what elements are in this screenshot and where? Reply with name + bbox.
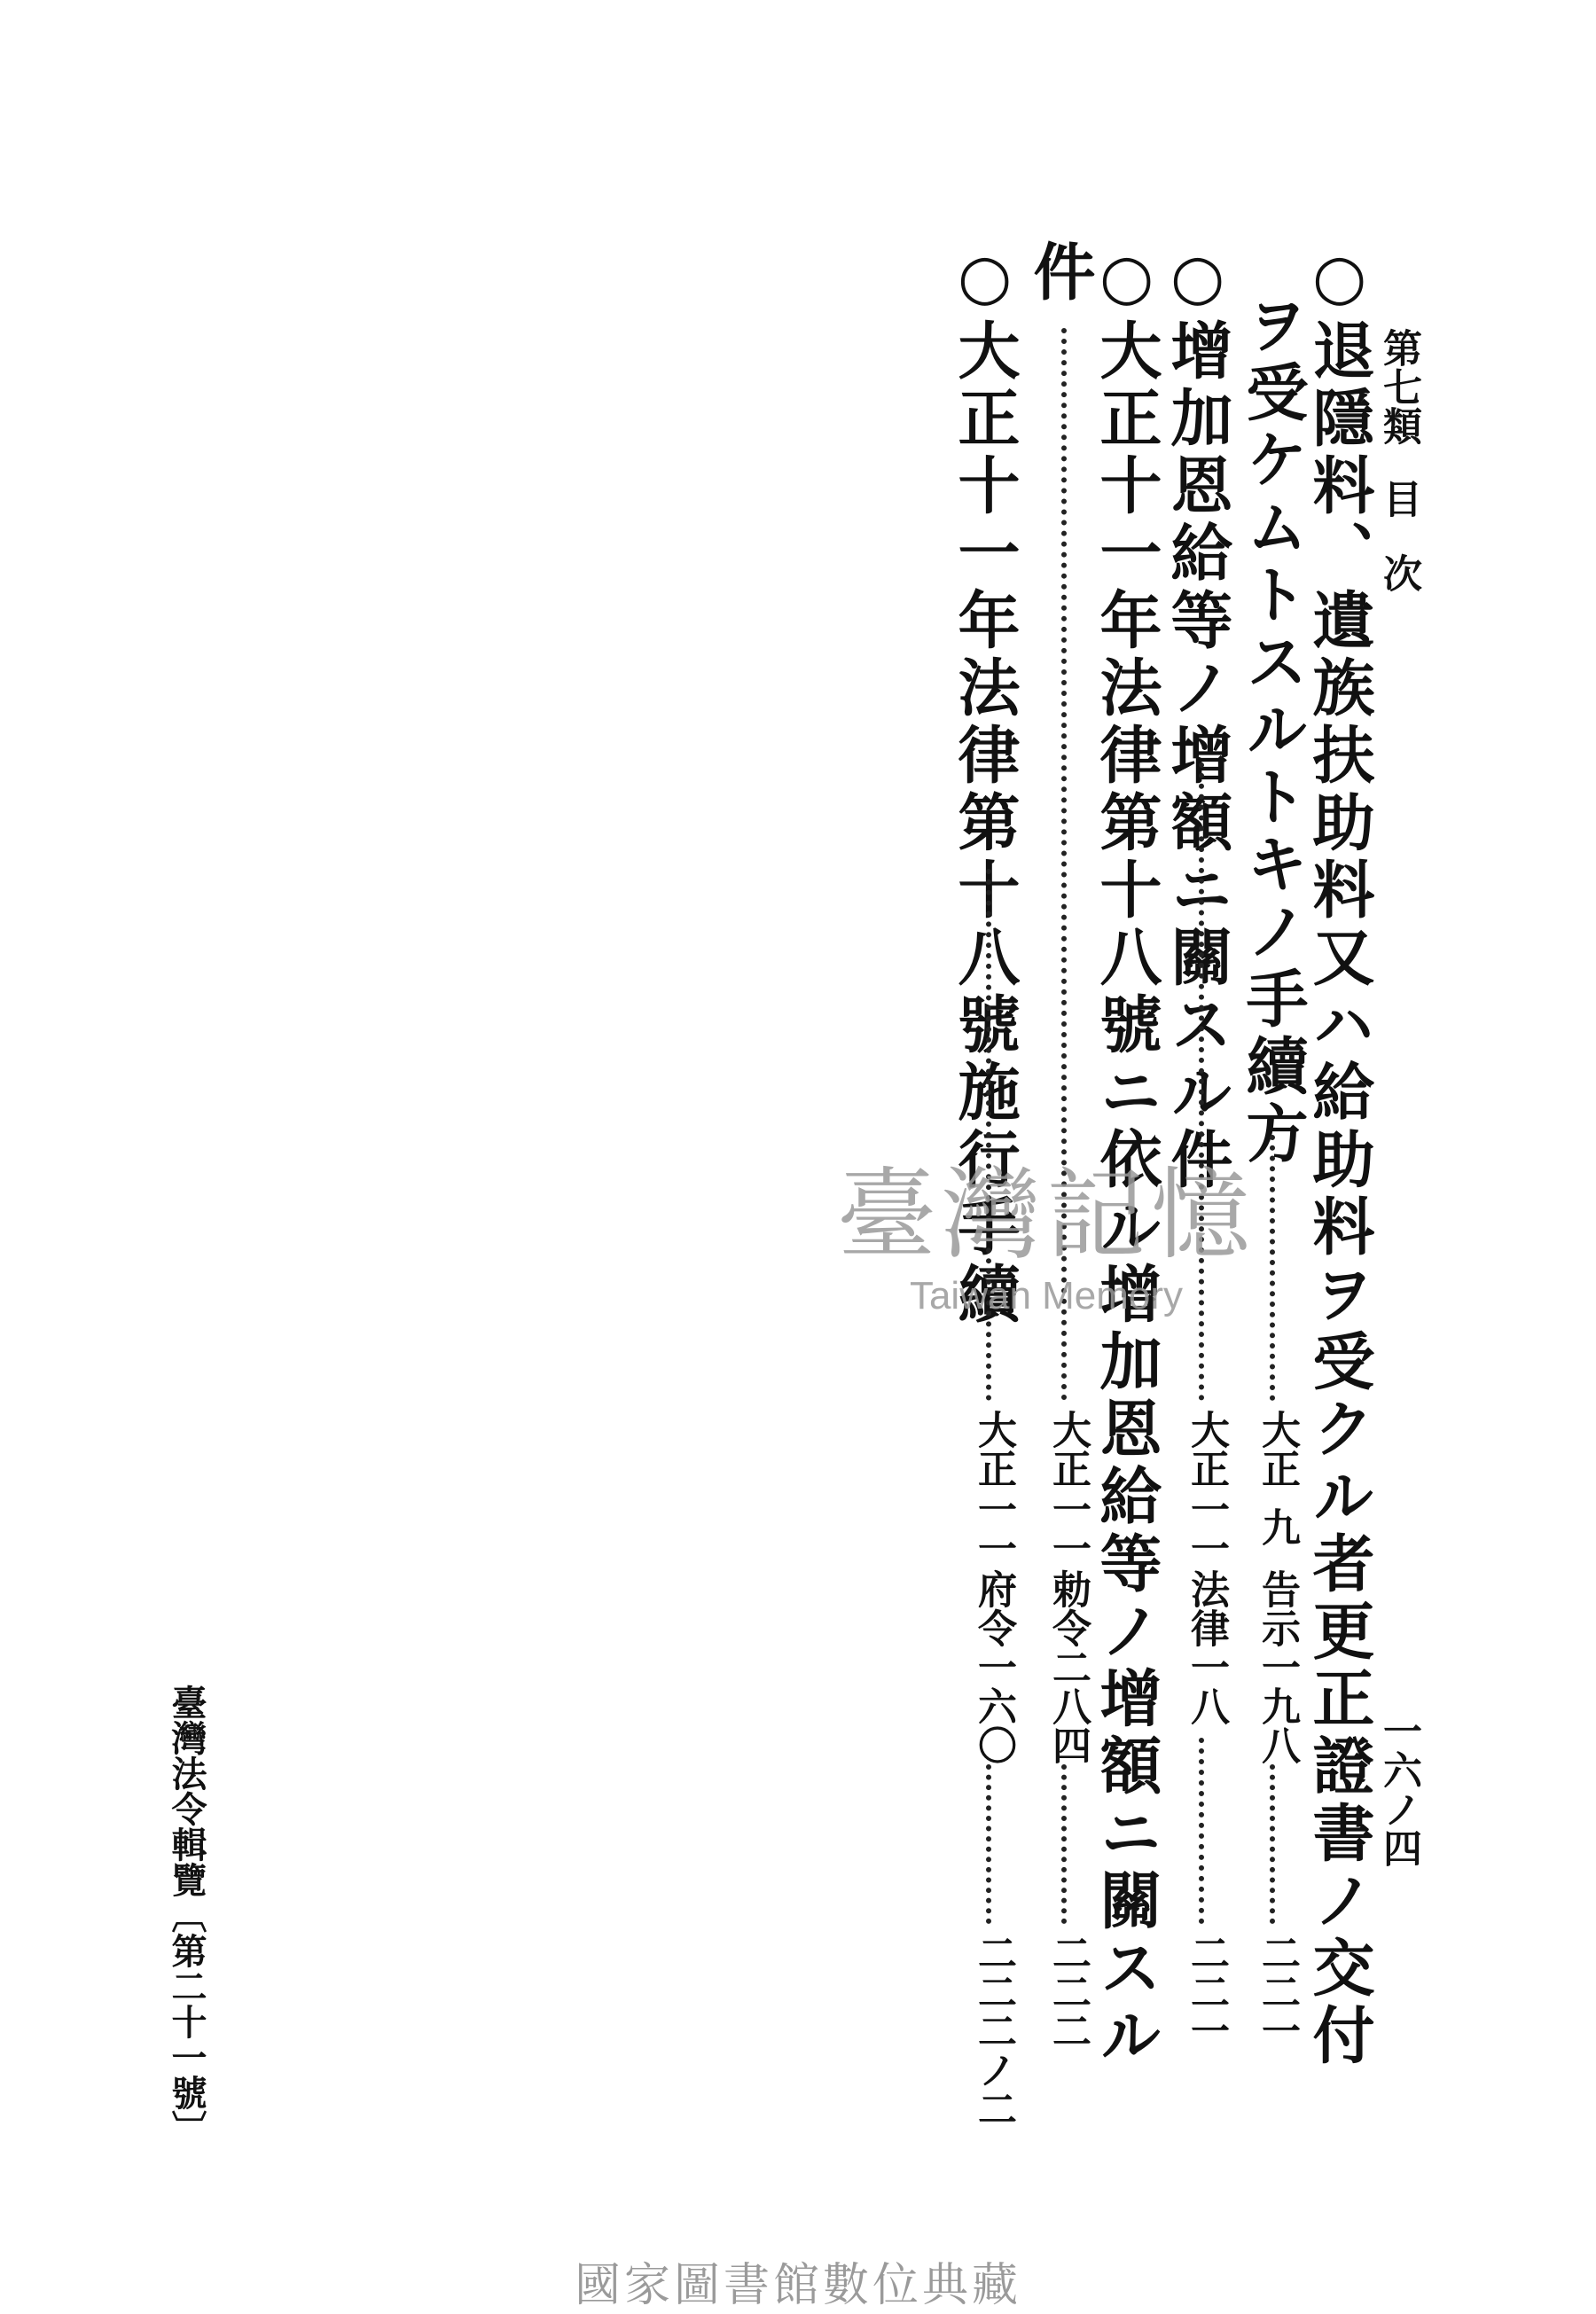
page-number: 一六ノ四 [1376, 1711, 1421, 1867]
running-footer: 臺灣法令輯覽〔第二十一號〕 [166, 1685, 207, 2146]
toc-entry-3-line1[interactable]: ○大正十一年法律第十八號ニ依ル增加恩給等ノ增額ニ關スル [1090, 239, 1163, 2070]
toc-entry-3-ref: 勅令二八四 [1045, 1569, 1091, 1764]
watermark-chinese: 臺灣記憶 [837, 1158, 1256, 1273]
toc-entry-4-ref: 府令一六〇 [971, 1569, 1016, 1764]
page-title: 目次 [1376, 479, 1421, 628]
toc-entry-1-leader-2 [1270, 1764, 1275, 1924]
toc-entry-2-leader-2 [1199, 1738, 1204, 1924]
toc-entry-1-line1[interactable]: ○退隱料、遺族扶助料又ハ給助料ヲ受クル者更正證書ノ交付 [1303, 239, 1376, 2070]
toc-entry-3-leader [1061, 328, 1067, 1401]
toc-entry-1-page: 二二一 [1255, 1933, 1300, 2050]
toc-entry-1-line2[interactable]: ヲ受ケムトスルトキノ手續方 [1236, 293, 1310, 1169]
toc-entry-2-year: 一一 [1184, 1489, 1229, 1567]
toc-entry-2-line1[interactable]: ○增加恩給等ノ增額ニ關スル件 [1161, 239, 1234, 1194]
toc-entry-3-year: 一一 [1045, 1489, 1091, 1567]
toc-entry-4-year: 一一 [971, 1489, 1016, 1567]
toc-entry-4-leader-2 [986, 1764, 991, 1924]
toc-entry-1-leader [1270, 1135, 1275, 1401]
toc-entry-1-year: 九 [1255, 1507, 1300, 1546]
toc-entry-3-leader-2 [1061, 1764, 1067, 1924]
toc-entry-1-ref: 告示一九八 [1255, 1569, 1300, 1764]
toc-entry-4-line1[interactable]: ○大正十一年法律第十八號施行手續 [948, 239, 1021, 1329]
toc-entry-2-leader [1199, 762, 1204, 1401]
toc-entry-4-leader [986, 869, 991, 1401]
toc-entry-2-ref: 法律一八 [1184, 1569, 1229, 1725]
watermark-english: Taiwan Memory [909, 1274, 1184, 1318]
toc-entry-2-era: 大正 [1184, 1410, 1229, 1488]
toc-entry-2-page: 二二一 [1184, 1933, 1229, 2050]
toc-entry-1-era: 大正 [1255, 1410, 1300, 1488]
toc-entry-3-line2[interactable]: 件 [1023, 239, 1097, 307]
category-heading: 第七類 [1376, 328, 1421, 445]
toc-entry-4-era: 大正 [971, 1410, 1016, 1488]
library-footer: 國家圖書館數位典藏 [574, 2259, 1021, 2312]
toc-entry-3-era: 大正 [1045, 1410, 1091, 1488]
toc-entry-3-page: 二二二 [1045, 1933, 1091, 2050]
toc-entry-4-page: 二二二ノ二 [971, 1933, 1016, 2128]
